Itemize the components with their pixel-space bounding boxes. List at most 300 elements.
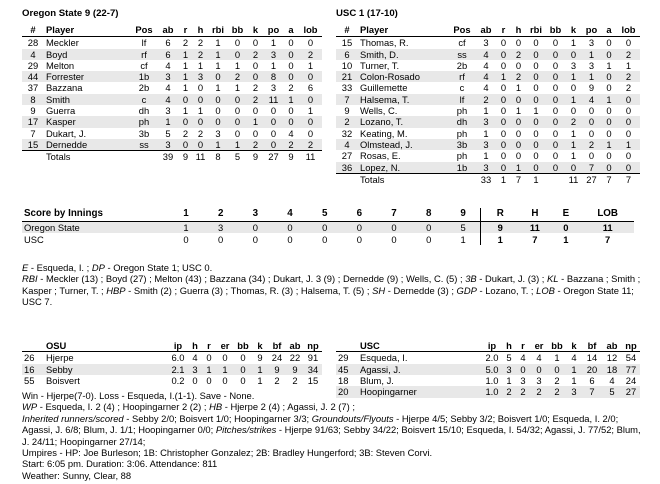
stat-cell: 3 [165,105,171,117]
column-header: er [530,340,548,352]
column-header: lob [617,24,640,37]
stat-cell: 1 [483,150,489,162]
stat-cell: 0 [283,49,299,60]
inning-runs: 0 [238,221,273,233]
stat-cell: 2.0 [485,352,499,364]
stat-cell: ph [456,127,468,139]
pitching-team-header: OSU [44,340,168,352]
stat-cell: 1 [515,105,522,117]
stat-cell: 0 [606,127,612,139]
stat-cell: 12 [606,352,618,364]
batting-notes [22,262,642,308]
stat-cell: 1.0 [485,375,499,386]
stat-cell: rf [448,71,476,82]
table-row [22,364,322,375]
line-score-header-row [22,208,634,221]
stat-cell: 3 [158,139,178,151]
stat-cell: 4 [165,82,171,94]
totals-cell: 7 [617,173,640,185]
totals-cell: 33 [476,173,496,185]
stat-cell: 2 [247,49,264,60]
stat-cell: 2 [582,139,601,150]
column-header: po [264,24,283,37]
summary-value: 7 [532,233,538,245]
summary-value: 0 [550,221,581,233]
pitching-spacer [22,340,44,352]
stat-cell: 1 [496,71,511,82]
home-batting-table [336,24,640,185]
hb-text: - Hjerpe 2 (4) ; Agassi, J. 2 (7) ; [222,401,355,413]
table-row [22,116,322,127]
stat-cell: 3 [588,59,595,71]
line-score-row [22,221,634,233]
stat-cell: 0 [264,116,283,127]
column-header: rbi [208,24,228,37]
totals-cell: 9 [283,151,299,163]
stat-cell: 0 [240,352,246,364]
stat-cell: 0 [197,82,204,94]
stat-cell: 36 [336,162,358,174]
stat-cell: 1 [625,59,632,71]
wp-label: WP [22,401,38,413]
stat-cell: 7 [582,386,602,397]
stat-cell: 15 [341,37,353,49]
stat-cell: 2 [247,139,264,151]
stat-cell: 0 [617,116,640,127]
stat-cell: 3b [138,127,150,139]
stat-cell: ss [130,139,158,151]
stat-cell: 0 [270,127,277,139]
table-row [336,49,640,60]
stat-cell: 0 [546,116,565,127]
line-score-row [22,233,634,245]
stat-cell: 2 [476,94,496,105]
rbi-text: - Meckler (13) ; Boyd (27) ; Melton (43) ; Bazzana (34) ; Dukart, J. 3 (9) ; Dernedde (9) ; Wells, C. (5) ; [37,273,466,285]
stat-cell: 0 [228,49,247,60]
stat-cell: 1 [565,71,582,82]
stat-cell: 18 [602,364,622,375]
totals-cell: 9 [178,151,193,163]
stat-cell: 3b [448,139,476,150]
inning-runs: 0 [342,221,377,233]
column-header: a [601,24,617,37]
table-row [336,82,640,93]
stat-cell: 0 [606,82,612,94]
stat-cell: 1 [158,116,178,127]
stat-cell: 1 [506,375,512,386]
stat-cell: 4 [476,71,496,82]
stat-cell: 4 [483,82,489,94]
column-header: r [516,340,530,352]
column-header: # [22,24,44,37]
player-name: Boyd [44,49,130,60]
column-header: # [336,24,358,37]
stat-cell: 1 [566,364,582,375]
game-info [22,447,642,481]
stat-cell: 4 [476,49,496,60]
stat-cell: 2 [283,139,299,151]
stat-cell: ss [448,49,476,60]
stat-cell: lf [448,94,476,105]
stat-cell: 0 [606,150,612,162]
inning-header: 6 [342,208,377,221]
inning-header: 5 [307,208,342,221]
stat-cell: 0 [515,150,522,162]
column-header: bb [548,340,566,352]
summary-value: 11 [581,221,634,233]
stat-cell: 2 [182,37,189,49]
stat-cell: 2b [138,82,150,94]
inning-runs: 5 [446,221,481,233]
stat-cell: 6 [336,49,358,60]
stat-cell: 0 [526,162,546,174]
visitor-team-header: Oregon State 9 (22-7) [22,8,119,19]
stat-cell: 9 [268,364,286,375]
summary-header: R [481,208,520,221]
wp-text: - Esqueda, I. 2 (4) ; Hoopingarner 2 (2) ; [37,401,210,413]
stat-cell: 1 [565,94,582,105]
summary-value: 1 [563,233,569,245]
stat-cell: 2 [565,116,582,127]
stat-cell: 1 [234,82,241,94]
table-row [336,352,640,364]
stat-cell: 1 [178,49,193,60]
stat-cell: 7 [336,94,358,105]
stat-cell: 1 [483,127,489,139]
stat-cell: 0 [299,116,322,127]
stat-cell: 1b [448,162,476,174]
groundouts-flyouts-text: - Hjerpe 4/5; Sebby 3/2; Boisvert 1/0; Esqueda, I. 2/0; Agassi, J. 6/8; Blum, J. 1/1; Hoopingarner 0/0; [22,412,619,436]
stat-cell: 91 [307,352,319,364]
stat-cell: 4 [483,59,489,71]
stat-cell: 7 [30,127,36,139]
totals-cell: 27 [582,173,601,185]
stat-cell: 5 [602,386,622,397]
stat-cell: 0 [215,105,221,117]
column-header: ab [602,340,622,352]
stat-cell: 0 [526,71,546,82]
player-name: Kasper [44,116,130,127]
column-header: er [216,340,234,352]
stat-cell: 6 [158,49,178,60]
totals-label: Totals [44,151,130,163]
stat-cell: 0 [515,37,522,49]
gdp-label: GDP [456,284,477,296]
inning-runs: 1 [169,221,204,233]
stat-cell: 15 [22,139,44,151]
sh-text: - Dernedde (3) ; [385,284,457,296]
stat-cell: 2.1 [168,364,188,375]
totals-cell: 1 [496,173,511,185]
totals-cell: 11 [193,151,208,163]
totals-cell: 7 [601,173,617,185]
stat-cell: 1 [208,139,228,151]
table-row [22,82,322,93]
player-name: Smith [44,94,130,105]
stat-cell: ph [456,105,468,117]
stat-cell: 11 [264,94,283,105]
stat-cell: 3 [476,116,496,127]
totals-cell: 27 [264,151,283,163]
stat-cell: 0 [496,94,511,105]
stat-cell: 0 [234,37,241,49]
player-name: Guerra [46,105,76,117]
table-row [336,94,640,105]
pitcher-name: Sebby [44,364,168,375]
stat-cell: 2 [197,127,204,139]
pitching-notes [22,390,642,447]
stat-cell: 22 [289,352,301,364]
pitcher-name: Boisvert [46,375,80,386]
stat-cell: 0 [252,37,259,49]
stat-cell: 2 [228,71,247,82]
stat-cell: 0 [222,375,228,386]
stat-cell: 1 [533,105,539,117]
inning-runs: 0 [252,233,258,245]
stat-cell: 0 [552,82,559,94]
player-name: Turner, T. [360,59,400,71]
stat-cell: 0 [533,82,539,94]
stat-cell: 2 [274,375,280,386]
stat-cell: 1 [215,37,221,49]
stat-cell: 3 [536,375,542,386]
stat-cell: 0 [307,127,314,139]
inning-runs: 0 [183,233,189,245]
totals-row [336,173,640,185]
stat-cell: 1 [307,105,314,117]
stat-cell: 3 [588,37,595,49]
totals-cell [22,151,44,163]
stat-cell: 0 [228,94,247,105]
stat-cell: 2 [617,49,640,60]
stat-cell: 0 [565,49,582,60]
table-row [22,139,322,151]
stat-cell: 0 [208,116,228,127]
stat-cell: 1 [483,105,489,117]
stat-cell: 3 [270,82,277,94]
column-header: Player [44,24,130,37]
stat-cell: 0 [588,105,595,117]
stat-cell: 1 [570,150,577,162]
stat-cell: 4 [336,139,358,150]
stat-cell: 9 [30,105,36,117]
stat-cell: 0 [515,127,522,139]
3b-text: - Dukart, J. (3) ; [476,273,548,285]
stat-cell: 0 [530,364,548,375]
stat-cell: 15 [307,375,319,386]
stat-cell: 1 [247,116,264,127]
stat-cell: 3 [215,127,221,139]
stat-cell: 8 [22,94,44,105]
stat-cell: 1 [307,59,314,71]
stat-cell: 5 [165,127,171,139]
table-row [336,116,640,127]
stat-cell: c [459,82,465,94]
stat-cell: 27 [341,150,353,162]
stat-cell: 0 [582,116,601,127]
dp-text: - Oregon State 1; USC 0. [104,262,213,273]
column-header: Player [358,24,448,37]
stat-cell: 1 [601,139,617,150]
stat-cell: 1 [270,37,277,49]
stat-cell: 34 [304,364,322,375]
stat-cell: 5.0 [482,364,502,375]
column-header: h [502,340,516,352]
stat-cell: 0 [601,49,617,60]
stat-cell: 0 [252,59,259,71]
inning-runs: 0 [218,233,224,245]
summary-header: H [519,208,550,221]
table-row [336,60,640,71]
stat-cell: 1 [582,49,601,60]
stat-cell: 1 [511,162,526,174]
stat-cell: 1 [182,82,189,94]
stat-cell: 0 [548,364,566,375]
inning-runs: 0 [426,233,432,245]
column-header: Pos [448,24,476,37]
stat-cell: 0 [533,37,539,49]
stat-cell: 33 [341,82,353,94]
stat-cell: 0 [307,37,314,49]
stat-cell: 3 [566,386,582,397]
stat-cell: 0 [192,375,198,386]
table-row [22,37,322,49]
team-name: USC [24,233,44,245]
home-team-header: USC 1 (17-10) [336,8,398,19]
column-header: k [566,340,582,352]
column-header: po [582,24,601,37]
column-header: Pos [130,24,158,37]
stat-cell: 1b [130,71,158,82]
line-score-title: Score by Innings [22,208,169,221]
stat-cell: 0 [206,375,212,386]
hbp-label: HBP [106,284,126,296]
column-header: bb [234,340,252,352]
pitches-strikes-label: Pitches/strikes [215,424,277,436]
totals-cell: 11 [565,173,582,185]
stat-cell: 2 [336,116,358,127]
player-name: Rosas, E. [360,150,401,162]
stat-cell: 6 [589,375,595,386]
stat-cell: 1 [570,127,577,139]
player-name: Lopez, N. [358,162,448,174]
totals-cell: 5 [228,151,247,163]
stat-cell: 3 [158,71,178,82]
column-header: ab [476,24,496,37]
stat-cell: 3 [570,59,577,71]
stat-cell: 1 [270,59,277,71]
stat-cell: 2 [292,375,298,386]
column-header: bf [582,340,602,352]
stat-cell: 0 [601,116,617,127]
totals-label: Totals [358,173,448,185]
totals-cell: 11 [299,151,322,163]
stat-cell: 0 [570,105,577,117]
stat-cell: 1 [515,82,522,94]
weather-line: Weather: Sunny, Clear, 88 [22,469,132,481]
home-pitching-header-row [336,340,640,352]
column-header: k [247,24,264,37]
stat-cell: 1 [257,375,263,386]
stat-cell: 0 [601,71,617,82]
summary-header: LOB [581,208,634,221]
inning-header: 3 [238,208,273,221]
stat-cell: 3 [188,364,202,375]
stat-cell: 2 [299,139,322,151]
stat-cell: dh [448,116,476,127]
stat-cell: 0 [228,116,247,127]
stat-cell: 1 [617,139,640,150]
column-header: h [511,24,526,37]
stat-cell: 3 [520,375,526,386]
stat-cell: 1 [208,49,228,60]
stat-cell: 1 [283,94,299,105]
inning-header: 9 [446,208,481,221]
stat-cell: 0.2 [171,375,185,386]
column-header: r [496,24,511,37]
stat-cell: 0 [625,105,632,117]
stat-cell: 24 [625,375,637,386]
stat-cell: 0 [208,71,228,82]
stat-cell: 9 [588,82,595,94]
stat-cell: 2 [182,127,189,139]
stat-cell: 0 [500,59,507,71]
pitcher-name: Hoopingarner [358,386,482,397]
stat-cell: 0 [252,105,259,117]
stat-cell: 0 [264,139,283,151]
umpires-line: Umpires - HP: Joe Burleson; 1B: Christopher Gonzalez; 2B: Bradley Hungerford; 3B: Steven Corvi. [22,447,433,458]
line-score-table [22,208,634,245]
column-header: rbi [526,24,546,37]
stat-cell: 0 [552,59,559,71]
stat-cell: 44 [22,71,44,82]
stat-cell: 0 [208,94,228,105]
stat-cell: 0 [526,49,546,60]
inning-runs: 0 [273,221,308,233]
player-name: Dernedde [44,139,130,151]
stat-cell: 0 [511,139,526,150]
stat-cell: 0 [288,105,294,117]
stat-cell: 0 [526,94,546,105]
stat-cell: 2 [548,386,566,397]
table-row [336,375,640,386]
stat-cell: ph [456,150,468,162]
stat-cell: 0 [496,49,511,60]
table-row [336,139,640,150]
stat-cell: 0 [625,150,632,162]
table-row [22,94,322,105]
stat-cell: 1 [554,352,560,364]
player-name: Colon-Rosado [358,71,448,82]
lob-label: LOB [536,284,555,296]
summary-header: E [550,208,581,221]
lob-text: - Oregon State 11; USC 7. [22,284,634,308]
stat-cell: 1 [178,71,193,82]
table-row [22,352,322,364]
summary-value: 1 [481,233,520,245]
stat-cell: 0 [193,116,208,127]
stat-cell: 29 [27,59,39,71]
table-row [22,49,322,60]
stat-cell: 4 [520,352,526,364]
stat-cell: 0 [565,162,582,174]
totals-cell: 9 [247,151,264,163]
stat-cell: 0 [193,139,208,151]
column-header: r [202,340,216,352]
stat-cell: 2 [193,49,208,60]
pitcher-name: Blum, J. [360,375,394,386]
stat-cell: 1 [182,105,189,117]
